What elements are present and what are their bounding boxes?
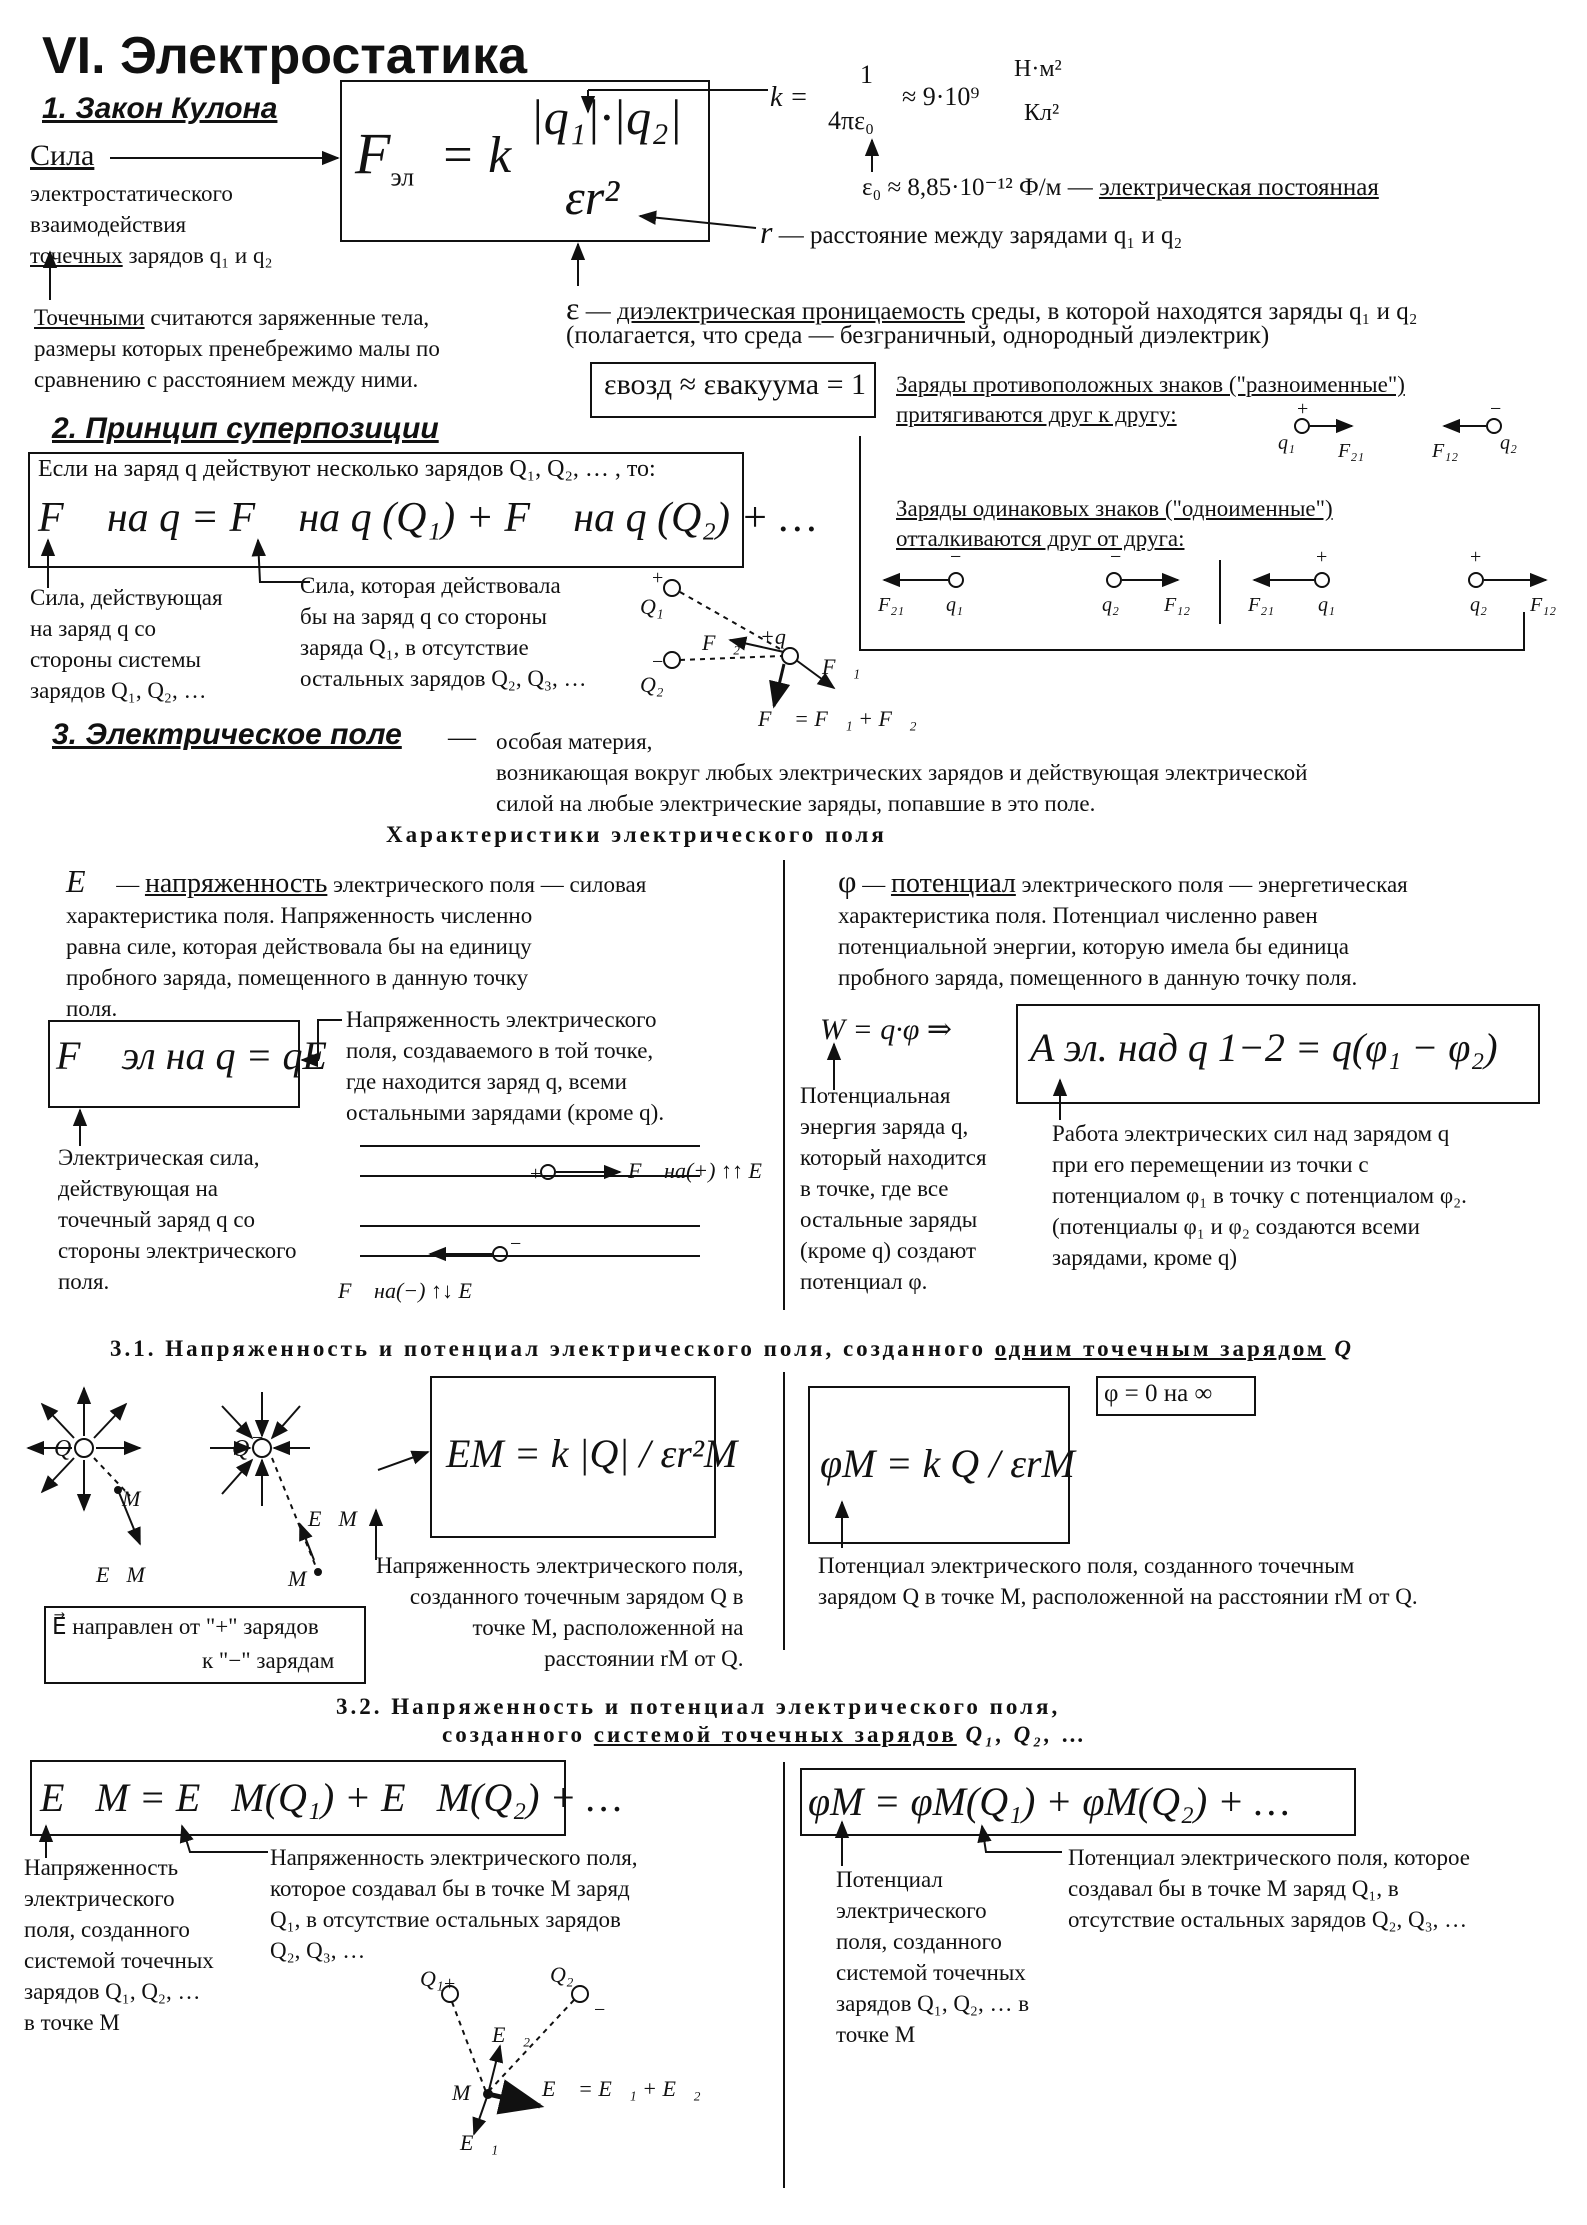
superposition-right-note: Сила, которая действовала бы на заряд q со стороны заряда Q₁, в отсутствие остальных зарядов Q₂, Q₃, …	[300, 573, 587, 691]
k-unit-denominator: Кл²	[1024, 100, 1060, 126]
sys-Q1-plus: +	[444, 1973, 456, 1995]
pc-M2: M	[288, 1566, 307, 1591]
pc-EM2: E⃗M	[308, 1506, 357, 1531]
system-phi-note-left: Потенциал электрического поля, созданного системой точечных зарядов Q₁, Q₂, … в точке M	[836, 1867, 1030, 2047]
pc-Q-plus: Q	[54, 1436, 72, 1462]
phiM-note: Потенциал электрического поля, созданного точечным зарядом Q в точке M, расположенной на расстоянии rM от Q.	[818, 1553, 1418, 1609]
opp-minus: −	[1490, 398, 1502, 420]
pc-Q-minus: Q	[232, 1436, 250, 1462]
system-E-formula: E⃗M = E⃗M(Q₁) + E⃗M(Q₂) + …	[40, 1775, 623, 1820]
system-heading-2: созданного системой точечных зарядов Q₁, Q₂, …	[442, 1722, 1088, 1747]
r-pointer	[640, 216, 756, 228]
force-label: Сила	[30, 139, 95, 172]
field-plus: +	[530, 1163, 542, 1185]
coulomb-heading: 1. Закон Кулона	[42, 92, 278, 125]
pc-EM1: E⃗M	[96, 1562, 145, 1587]
k-value: ≈ 9·10⁹	[902, 82, 980, 111]
superposition-heading: 2. Принцип суперпозиции	[52, 412, 439, 445]
W-note: Потенциальная энергия заряда q, который находится в точке, где все остальные заряды (кроме q) создают потенциал φ.	[800, 1083, 987, 1294]
direction-note: E⃗ направлен от "+" зарядов к "−" зарядам	[52, 1614, 335, 1673]
k-denominator: 4πε₀	[828, 106, 875, 135]
field-definition: особая материя, возникающая вокруг любых электрических зарядов и действующая электрической силой на любые электрические заряды, попавшие в это поле.	[496, 729, 1308, 816]
system-phi-formula: φM = φM(Q₁) + φM(Q₂) + …	[808, 1779, 1290, 1824]
phi-inf: φ = 0 на ∞	[1104, 1380, 1213, 1407]
sys-Q2-minus: −	[594, 1999, 606, 2021]
eps-line: ε — диэлектрическая проницаемость среды, в которой находятся заряды q₁ и q₂	[566, 290, 1418, 326]
phiM-formula: φM = k Q / εrM	[820, 1441, 1075, 1486]
interaction-frame	[860, 436, 1524, 650]
W-formula: W = q·φ ⇒	[820, 1013, 952, 1046]
rep2-q1-label: q₁	[1318, 594, 1335, 616]
phi-definition: φ — потенциал электрического поля — энергетическая характеристика поля. Потенциал численно равен потенциальной энергии, которую имела бы единица пробного заряда, помещенного в данную точку поля.	[838, 863, 1408, 990]
sp-q-label: +q	[760, 624, 786, 649]
superposition-formula: F⃗ на q = F⃗ на q (Q₁) + F⃗ на q (Q₂) + …	[38, 495, 817, 541]
eps-note: (полагается, что среда — безграничный, однородный диэлектрик)	[566, 322, 1270, 349]
sp-F1-label: F⃗₁	[822, 654, 861, 679]
page-title: VI. Электростатика	[42, 27, 528, 85]
superposition-intro: Если на заряд q действуют несколько зарядов Q₁, Q₂, … , то:	[38, 456, 656, 482]
coulomb-lhs: $F_{эл}$	[355, 121, 415, 192]
F-minus-label: F⃗ на(−) ↑↓ E⃗	[338, 1278, 490, 1303]
coulomb-eq: = k	[440, 127, 512, 184]
k-unit-numerator: Н·м²	[1014, 56, 1062, 82]
eps0-line: ε₀ ≈ 8,85·10⁻¹² Ф/м — электрическая постоянная	[862, 174, 1379, 201]
sys-sum-label: E⃗ = E⃗₁ + E⃗₂	[542, 2076, 701, 2101]
rep2-q2-label: q₂	[1470, 594, 1487, 616]
rep1-F12-label: F₁₂	[1164, 594, 1191, 616]
rep2-plus-a: +	[1316, 546, 1328, 568]
point-charge-heading: 3.1. Напряженность и потенциал электрического поля, созданного одним точечным зарядом Q	[110, 1336, 1354, 1361]
opp-q1-label: q₁	[1278, 432, 1295, 454]
E-note-left: Электрическая сила, действующая на точечный заряд q со стороны электрического поля.	[58, 1145, 297, 1294]
rep1-minus-a: −	[950, 546, 962, 568]
same-charges-text: Заряды одинаковых знаков ("одноименные") отталкиваются друг от друга:	[896, 496, 1333, 551]
k-numerator: 1	[860, 60, 873, 89]
superposition-left-note: Сила, действующая на заряд q со стороны системы зарядов Q₁, Q₂, …	[30, 585, 223, 703]
opp-F21-label: F₂₁	[1338, 440, 1365, 462]
opp-q2-label: q₂	[1500, 432, 1517, 454]
E-formula: F⃗ эл на q = qE⃗	[56, 1033, 359, 1078]
characteristics-title: Характеристики электрического поля	[386, 822, 887, 847]
rep2-F12-label: F₁₂	[1530, 594, 1557, 616]
field-dash: —	[448, 722, 476, 753]
pc-M1: M	[122, 1486, 141, 1511]
sys-E1-label: E⃗₁	[460, 2130, 499, 2155]
sys-M-label: M	[452, 2080, 471, 2105]
E-note-right: Напряженность электрического поля, создаваемого в той точке, где находится заряд q, всеми остальными зарядами (кроме q).	[346, 1007, 665, 1125]
coulomb-numerator: |q₁|·|q₂|	[530, 89, 683, 145]
sys-E2-label: E⃗₂	[492, 2022, 531, 2047]
rep1-F21-label: F₂₁	[878, 594, 905, 616]
EM-formula: EM = k |Q| / εr²M	[446, 1431, 738, 1476]
E-definition: E⃗ — напряженность электрического поля — силовая характеристика поля. Напряженность численно равна силе, которая действовала бы на единицу пробного заряда, помещенного в данную точку поля.	[66, 863, 647, 1021]
opp-F12-label: F₁₂	[1432, 440, 1459, 462]
opp-plus: +	[1297, 398, 1309, 420]
sys-Q2-label: Q₂	[550, 1962, 574, 1987]
system-E-note-right: Напряженность электрического поля, которое создавал бы в точке M заряд Q₁, в отсутствие остальных зарядов Q₂, Q₃, …	[270, 1845, 638, 1963]
EM-note: Напряженность электрического поля, созданного точечным зарядом Q в точке M, расположенной на расстоянии rM от Q.	[376, 1553, 744, 1671]
rep1-q1-label: q₁	[946, 594, 963, 616]
sp-Q1-label: Q₁	[640, 594, 664, 619]
r-line: r — расстояние между зарядами q₁ и q₂	[760, 214, 1183, 250]
sp-F2-label: F⃗₂	[702, 630, 741, 655]
pc-minus-sign: −	[252, 1427, 264, 1449]
rep1-minus-b: −	[1110, 546, 1122, 568]
rep2-F21-label: F₂₁	[1248, 594, 1275, 616]
A-formula: A эл. над q 1−2 = q(φ₁ − φ₂)	[1030, 1025, 1498, 1070]
point-charge-def: Точечными считаются заряженные тела, размеры которых пренебрежимо малы по сравнению с расстоянием между ними.	[34, 305, 440, 392]
sys-Q1-label: Q₁	[420, 1966, 444, 1991]
F-plus-label: F⃗ на(+) ↑↑ E⃗	[628, 1158, 780, 1183]
sp-Q2-label: Q₂	[640, 672, 664, 697]
sp-Q1-plus: +	[652, 567, 664, 589]
field-heading: 3. Электрическое поле	[52, 718, 402, 751]
system-E-note-left: Напряженность электрического поля, созданного системой точечных зарядов Q₁, Q₂, … в точке M	[24, 1855, 214, 2035]
system-heading-1: 3.2. Напряженность и потенциал электрического поля,	[336, 1694, 1061, 1719]
force-desc: электростатического взаимодействия точечных зарядов q₁ и q₂	[30, 181, 273, 268]
rep1-q2-label: q₂	[1102, 594, 1119, 616]
rep2-plus-b: +	[1470, 546, 1482, 568]
sp-right-pointer	[258, 540, 310, 582]
field-minus: −	[510, 1233, 522, 1255]
coulomb-denominator: εr²	[565, 169, 620, 225]
sp-Q2-minus: −	[652, 651, 664, 673]
opposite-charges-text: Заряды противоположных знаков ("разноименные") притягиваются друг к другу:	[896, 372, 1405, 427]
system-phi-note-right: Потенциал электрического поля, которое создавал бы в точке M заряд Q₁, в отсутствие остальных зарядов Q₂, Q₃, …	[1068, 1845, 1470, 1932]
eps-air: εвозд ≈ εвакуума = 1	[604, 368, 867, 401]
k-lhs: k =	[770, 82, 809, 113]
A-note: Работа электрических сил над зарядом q при его перемещении из точки с потенциалом φ₁ в точку с потенциалом φ₂. (потенциалы φ₁ и φ₂ создаются всеми зарядами, кроме q)	[1052, 1121, 1467, 1270]
sp-sum-label: F⃗ = F⃗₁ + F⃗₂	[758, 706, 917, 731]
